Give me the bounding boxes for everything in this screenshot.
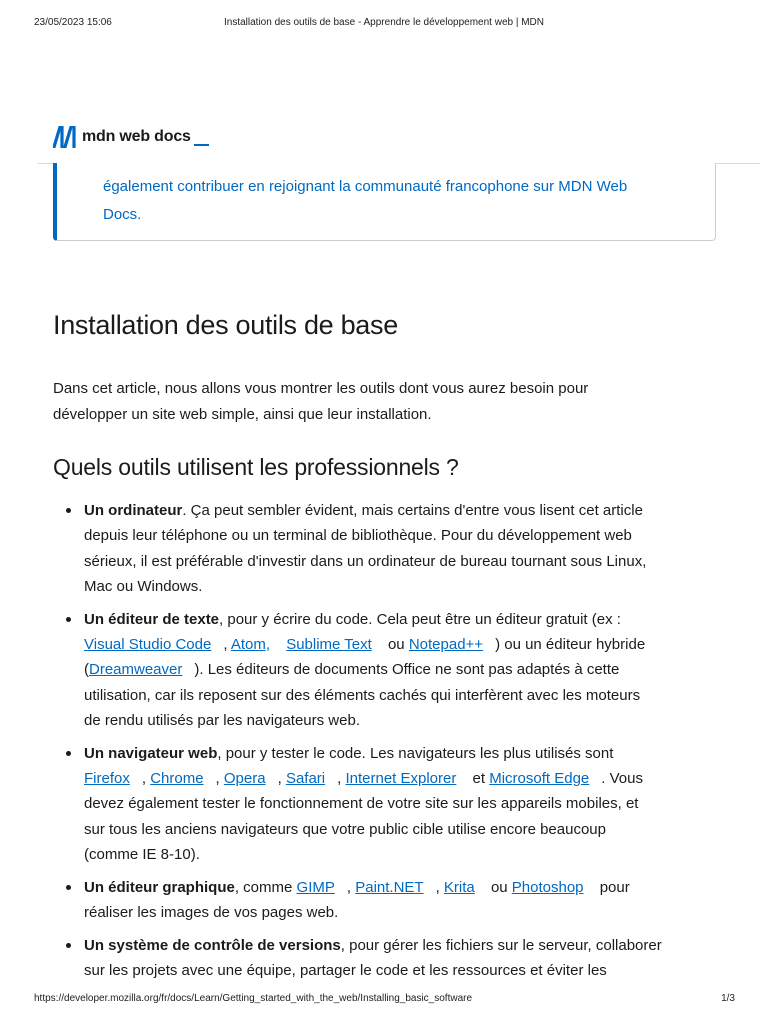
community-link[interactable]: également contribuer en rejoignant la communauté francophone sur MDN Web Docs. <box>103 178 628 223</box>
list-item-version-control: Un système de contrôle de versions, pour gérer les fichiers sur le serveur, collaborer sur les projets avec une équipe, partager le code et les ressources et éviter les <box>53 933 721 984</box>
intro-paragraph: Dans cet article, nous allons vous montrer les outils dont vous aurez besoin pour développer un site web simple, ainsi que leur installation. <box>53 380 589 423</box>
print-page-number: 1/3 <box>721 993 735 1004</box>
section-heading: Quels outils utilisent les professionnels ? <box>53 454 459 480</box>
print-page-title: Installation des outils de base - Apprendre le développement web | MDN <box>223 17 544 28</box>
link-firefox[interactable]: Firefox <box>84 769 130 787</box>
print-header <box>0 17 768 31</box>
link-safari[interactable]: Safari <box>285 769 326 787</box>
list-item-computer: Un ordinateur. Ça peut sembler évident, mais certains d'entre vous lisent cet article depuis leur téléphone ou un terminal de bibliothèque. Pour du développement web sérieux, il est préférable d'investir dans un ordinateur de bureau tournant sous Linux, Mac ou Windows. <box>53 498 721 599</box>
link-gimp[interactable]: GIMP <box>296 878 335 896</box>
link-paint-net[interactable]: Paint.NET <box>355 878 424 896</box>
link-krita[interactable]: Krita <box>443 878 475 896</box>
link-opera[interactable]: Opera <box>223 769 266 787</box>
bullet <box>66 885 71 890</box>
print-url: https://developer.mozilla.org/fr/docs/Learn/Getting_started_with_the_web/Installing_basic_software <box>34 993 473 1004</box>
bullet <box>66 617 71 622</box>
link-photoshop[interactable]: Photoshop <box>511 878 584 896</box>
list-item-graphics-editor: Un éditeur graphique, comme GIMP , Paint.NET , Krita ou Photoshop pour réaliser les images de vos pages web. <box>53 875 721 926</box>
mdn-logo-link[interactable] <box>53 124 209 150</box>
term-text-editor: Un éditeur de texte <box>84 610 220 628</box>
link-atom[interactable]: Atom, <box>230 635 271 653</box>
bullet <box>66 943 71 948</box>
link-visual-studio-code[interactable]: Visual Studio Code <box>84 635 212 653</box>
bullet <box>66 508 71 513</box>
mdn-logo-text: mdn web docs <box>82 128 191 145</box>
term-computer: Un ordinateur <box>84 502 183 519</box>
list-item-web-browser: Un navigateur web, pour y tester le code. Les navigateurs les plus utilisés sont Firefox , Chrome , Opera , Safari , Internet Explorer et Microsoft Edge . Vous devez également tester le fonctionnement de votre site sur les appareils mobiles, et sur tous les anciens navigateurs que votre public cible utilise encore beaucoup (comme IE 8-10). <box>53 741 721 867</box>
term-graphics-editor: Un éditeur graphique <box>84 878 235 896</box>
notecard-text <box>103 173 703 229</box>
link-dreamweaver[interactable]: Dreamweaver <box>89 661 183 679</box>
link-microsoft-edge[interactable]: Microsoft Edge <box>489 769 590 787</box>
tools-list <box>53 498 721 991</box>
notecard <box>53 163 716 241</box>
print-footer <box>0 993 768 1007</box>
print-datetime: 23/05/2023 15:06 <box>34 17 112 28</box>
link-internet-explorer[interactable]: Internet Explorer <box>345 769 457 787</box>
bullet <box>66 751 71 756</box>
list-item-text-editor: Un éditeur de texte, pour y écrire du code. Cela peut être un éditeur gratuit (ex : Visual Studio Code , Atom, Sublime Text ou Notepad++ ) ou un éditeur hybride (Dreamweaver ). Les éditeurs de documents Office ne sont pas adaptés à cette utilisation, car ils reposent sur des éléments cachés qui interfèrent avec les moteurs de rendu utilisés par les navigateurs web. <box>53 607 721 733</box>
term-version-control: Un système de contrôle de versions <box>84 936 341 954</box>
mdn-logo-icon <box>53 126 76 148</box>
logo-cursor <box>194 144 209 146</box>
link-chrome[interactable]: Chrome <box>150 769 204 787</box>
term-web-browser: Un navigateur web <box>84 744 218 762</box>
link-notepad-plus-plus[interactable]: Notepad++ <box>408 635 484 653</box>
page-title: Installation des outils de base <box>53 310 398 340</box>
link-sublime-text[interactable]: Sublime Text <box>286 635 372 653</box>
